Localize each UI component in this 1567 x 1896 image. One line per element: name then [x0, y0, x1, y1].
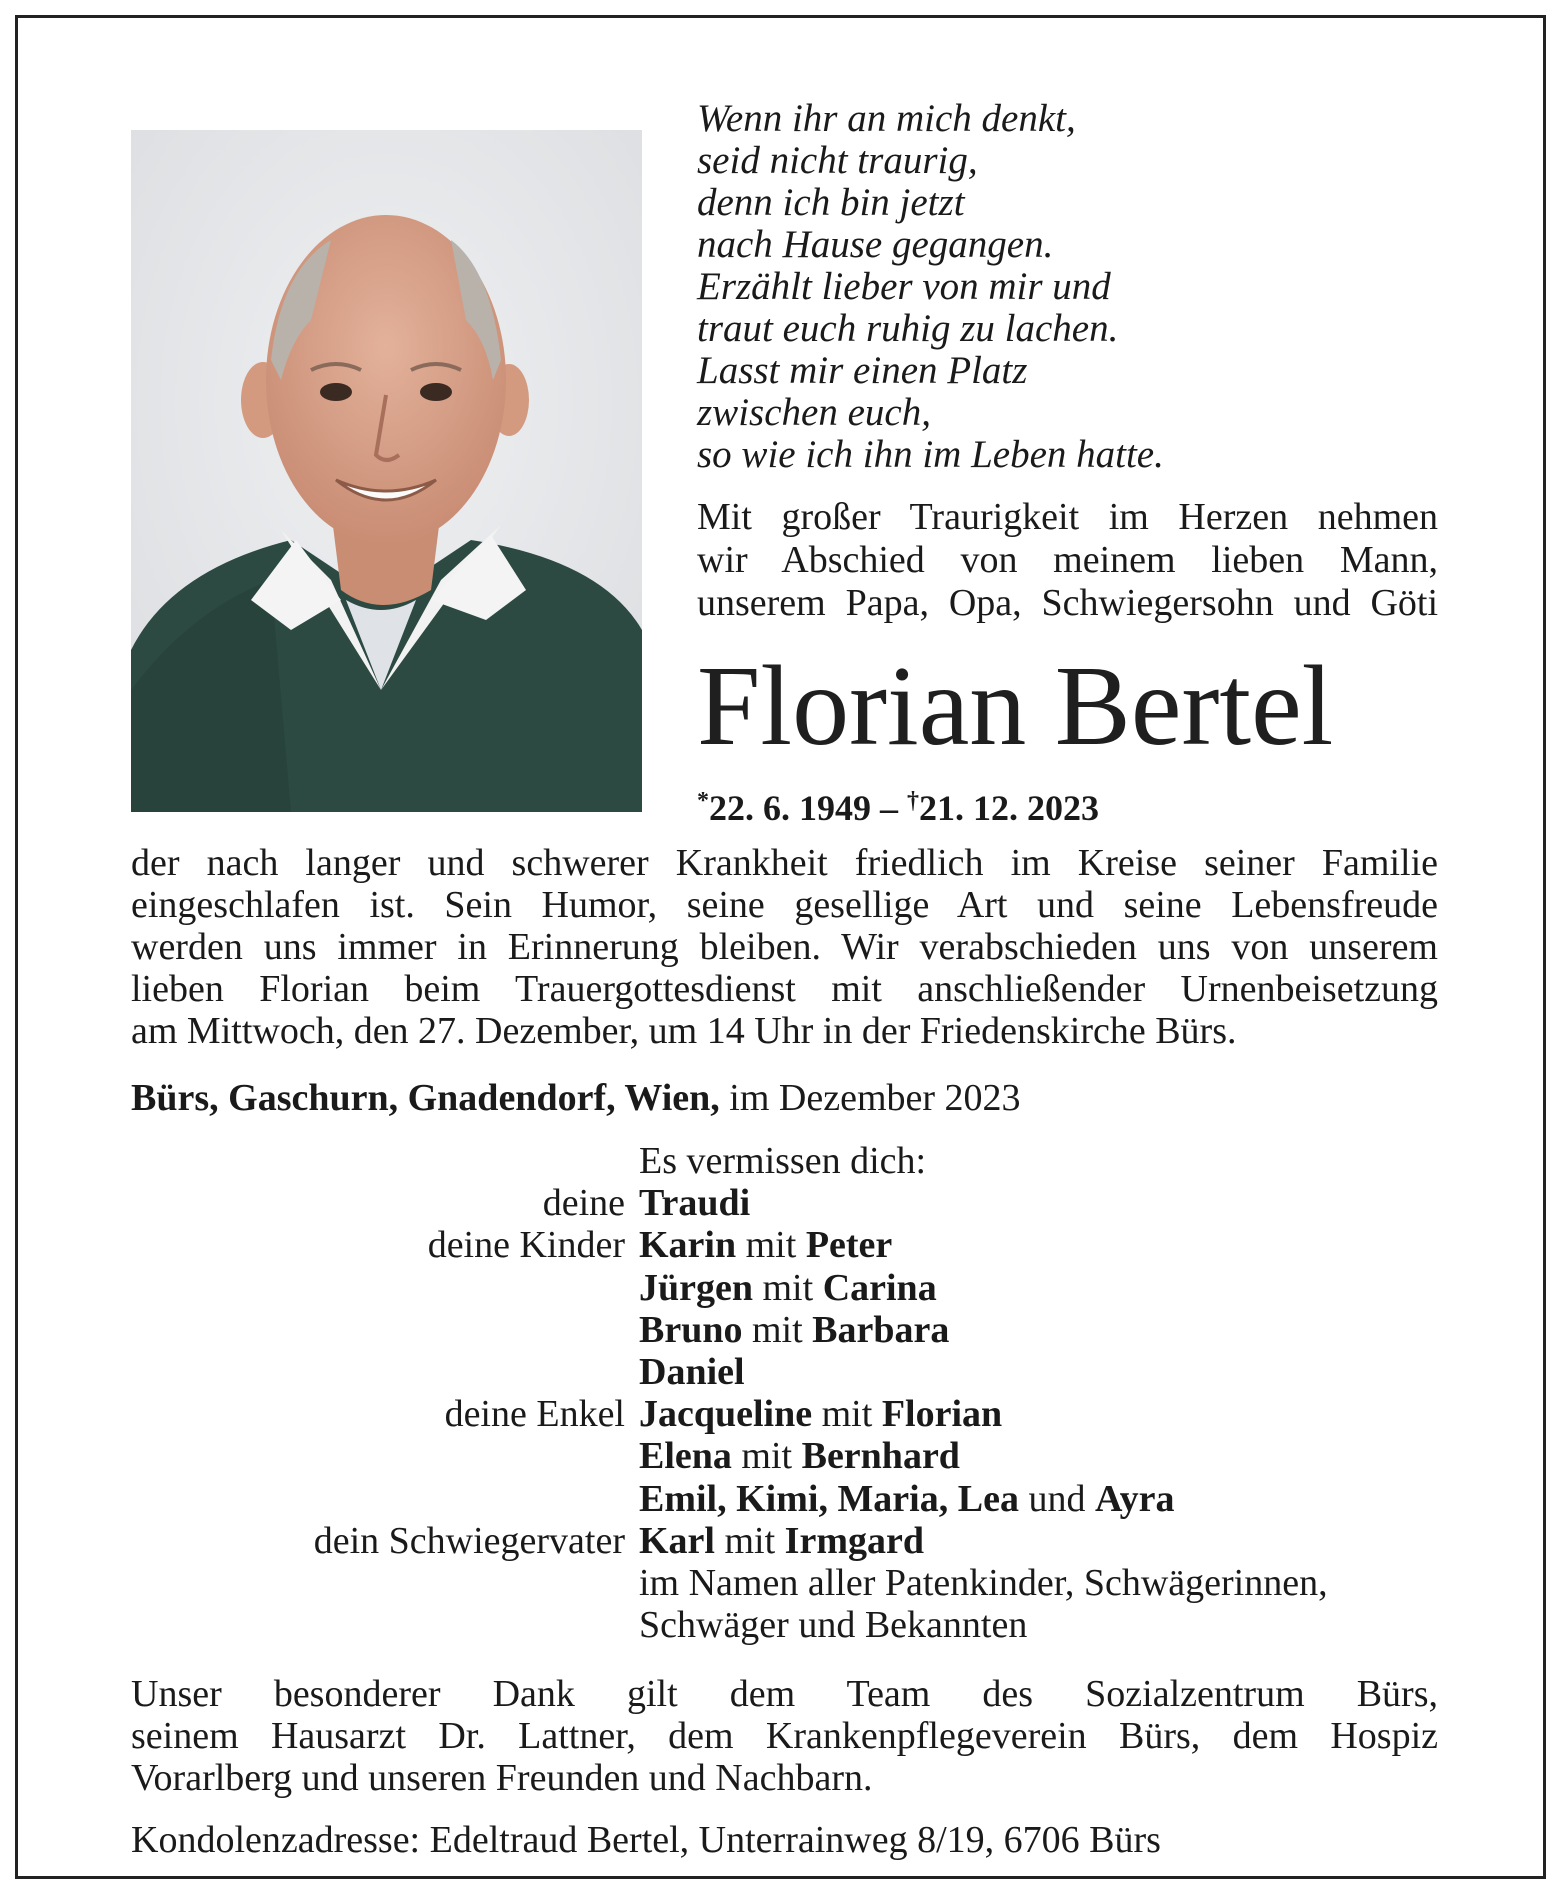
body-line: werden uns immer in Erinnerung bleiben. Wir verabschieden uns von unserem [131, 926, 1438, 968]
place-date: im Dezember 2023 [719, 1077, 1021, 1119]
mourner-name: Irmgard [784, 1519, 924, 1562]
mourner-names [639, 1351, 745, 1393]
mourner-name: Florian [881, 1393, 1003, 1436]
intro-text [697, 496, 1438, 625]
portrait-photo [131, 130, 642, 812]
mourner-name: Karin [639, 1224, 737, 1267]
mourner-connector: und [1018, 1477, 1095, 1520]
mourner-name: Traudi [639, 1182, 751, 1225]
mourner-connector: mit [736, 1224, 806, 1267]
mourner-names [639, 1309, 949, 1351]
poem-line: zwischen euch, [697, 391, 931, 434]
birth-symbol: * [697, 788, 709, 814]
mourner-relation [131, 1267, 639, 1309]
mourner-name: Carina [822, 1266, 937, 1309]
mourner-name: Karl [639, 1519, 715, 1562]
mourner-name: Emil, Kimi, Maria, Lea [639, 1477, 1019, 1520]
body-line: eingeschlafen ist. Sein Humor, seine gesellige Art und seine Lebensfreude [131, 884, 1438, 926]
mourner-row [131, 1520, 1451, 1562]
poem [697, 98, 1417, 476]
mourner-row [131, 1478, 1451, 1520]
mourner-name: Ayra [1094, 1477, 1175, 1520]
mourner-name: Elena [639, 1435, 732, 1478]
death-symbol: † [907, 788, 919, 814]
mourner-relation [131, 1562, 639, 1604]
mourners-list [131, 1140, 1451, 1646]
mourner-row [131, 1435, 1451, 1477]
mourner-relation [131, 1351, 639, 1393]
date-dash: – [871, 788, 907, 828]
poem-line: Wenn ihr an mich denkt, [697, 97, 1076, 140]
thanks-line: Vorarlberg und unseren Freunden und Nachbarn. [131, 1757, 873, 1799]
thanks-line: seinem Hausarzt Dr. Lattner, dem Krankenpflegeverein Bürs, dem Hospiz [131, 1715, 1438, 1757]
mourner-connector: mit [753, 1266, 823, 1309]
mourner-names [639, 1182, 750, 1224]
birth-date: 22. 6. 1949 [709, 788, 871, 828]
mourner-row [131, 1393, 1451, 1435]
mourner-relation: deine Kinder [427, 1224, 625, 1267]
mourner-names [639, 1224, 892, 1266]
mourner-row [131, 1309, 1451, 1351]
mourner-relation [131, 1435, 639, 1477]
mourner-name: Bruno [639, 1308, 743, 1351]
life-dates [697, 778, 1099, 831]
mourner-name: Bernhard [801, 1435, 960, 1478]
poem-line: traut euch ruhig zu lachen. [697, 307, 1119, 350]
mourners-heading: Es vermissen dich: [639, 1140, 927, 1182]
place-and-date [131, 1076, 1021, 1120]
mourner-names [639, 1562, 1328, 1604]
mourner-connector: mit [812, 1393, 882, 1436]
mourner-names [639, 1478, 1174, 1520]
mourners-heading-row [131, 1140, 1451, 1182]
mourner-connector: im Namen aller Patenkinder, Schwägerinnen, [639, 1562, 1328, 1605]
mourner-name: Peter [805, 1224, 893, 1267]
poem-line: nach Hause gegangen. [697, 223, 1054, 266]
mourner-names [639, 1267, 937, 1309]
place-towns: Bürs, Gaschurn, Gnadendorf, Wien, [131, 1077, 720, 1119]
mourner-relation [131, 1604, 639, 1646]
poem-line: Lasst mir einen Platz [697, 349, 1028, 392]
mourner-connector: mit [731, 1435, 802, 1478]
mourner-row [131, 1604, 1451, 1646]
obituary-body [131, 842, 1438, 1052]
mourner-names [639, 1604, 1027, 1646]
intro-line: Mit großer Traurigkeit im Herzen nehmen [697, 496, 1438, 538]
mourner-name: Jürgen [639, 1266, 753, 1309]
mourner-relation: dein Schwiegervater [313, 1519, 625, 1562]
mourner-connector: Schwäger und Bekannten [639, 1604, 1028, 1647]
mourner-relation [131, 1478, 639, 1520]
body-line: lieben Florian beim Trauergottesdienst mit anschließender Urnenbeisetzung [131, 968, 1438, 1010]
mourner-name: Barbara [812, 1308, 950, 1351]
death-date: 21. 12. 2023 [919, 788, 1099, 828]
intro-line: wir Abschied von meinem lieben Mann, [697, 539, 1438, 581]
mourner-row [131, 1224, 1451, 1266]
mourner-row [131, 1351, 1451, 1393]
mourner-connector: mit [742, 1308, 813, 1351]
body-line: am Mittwoch, den 27. Dezember, um 14 Uhr in der Friedenskirche Bürs. [131, 1010, 1237, 1052]
mourner-names [639, 1393, 1002, 1435]
condolence-address: Kondolenzadresse: Edeltraud Bertel, Unterrainweg 8/19, 6706 Bürs [131, 1819, 1161, 1861]
mourner-row [131, 1562, 1451, 1604]
intro-line: unserem Papa, Opa, Schwiegersohn und Göti [697, 582, 1438, 624]
mourner-relation: deine Enkel [444, 1393, 625, 1436]
mourner-row [131, 1182, 1451, 1224]
poem-line: Erzählt lieber von mir und [697, 265, 1111, 308]
mourner-names [639, 1435, 960, 1477]
thanks-text [131, 1673, 1438, 1799]
mourner-name: Jacqueline [639, 1393, 813, 1436]
poem-line: seid nicht traurig, [697, 139, 978, 182]
mourner-relation: deine [542, 1182, 625, 1225]
deceased-name: Florian Bertel [697, 642, 1334, 769]
mourner-names [639, 1520, 924, 1562]
poem-line: so wie ich ihn im Leben hatte. [697, 433, 1164, 476]
mourner-connector: mit [714, 1519, 785, 1562]
thanks-line: Unser besonderer Dank gilt dem Team des Sozialzentrum Bürs, [131, 1673, 1438, 1715]
mourner-row [131, 1267, 1451, 1309]
mourner-relation [131, 1309, 639, 1351]
body-line: der nach langer und schwerer Krankheit friedlich im Kreise seiner Familie [131, 842, 1438, 884]
mourner-name: Daniel [639, 1351, 745, 1394]
poem-line: denn ich bin jetzt [697, 181, 965, 224]
